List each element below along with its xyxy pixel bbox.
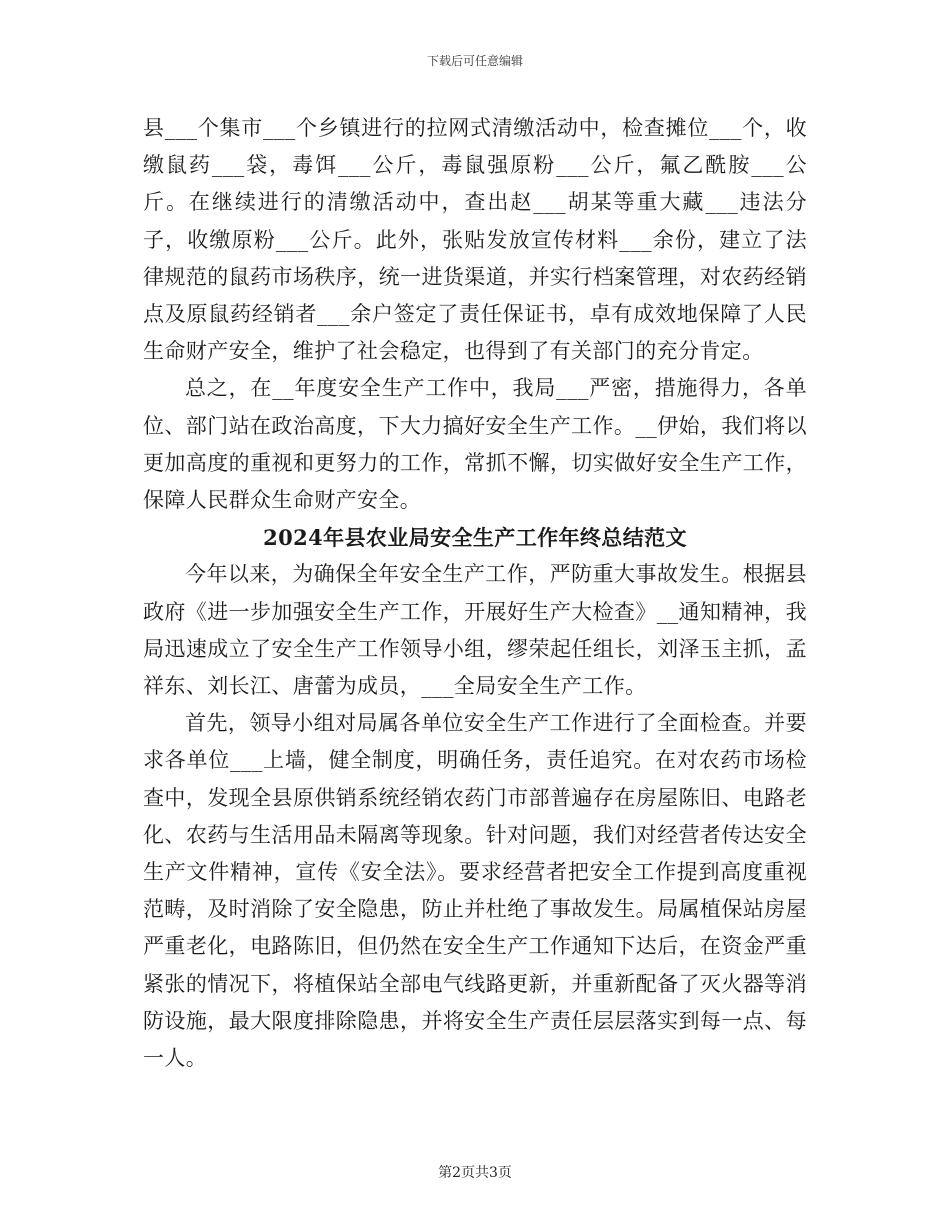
page-header-note: 下载后可任意编辑 <box>426 54 523 68</box>
paragraph-inspection: 首先，领导小组对局属各单位安全生产工作进行了全面检查。并要求各单位___上墙，健全制度，明确任务，责任追究。在对农药市场检查中，发现全县原供销系统经销农药门市部普遍存在房屋陈旧、电路老化、农药与生活用品未隔离等现象。针对问题，我们对经营者传达安全生产文件精神，宣传《安全法》。要求经营者把安全工作提到高度重视范畴，及时消除了安全隐患，防止并杜绝了事故发生。局属植保站房屋严重老化，电路陈旧，但仍然在安全生产工作通知下达后，在资金严重紧张的情况下，将植保站全部电气线路更新，并重新配备了灭火器等消防设施，最大限度排除隐患，并将安全生产责任层层落实到每一点、每一人。 <box>143 711 807 1071</box>
paragraph-continued: 县___个集市___个乡镇进行的拉网式清缴活动中，检查摊位___个，收缴鼠药___袋，毒饵___公斤，毒鼠强原粉___公斤，氟乙酰胺___公斤。在继续进行的清缴活动中，查出赵___胡某等重大藏___违法分子，收缴原粉___公斤。此外，张贴发放宣传材料___余份，建立了法律规范的鼠药市场秩序，统一进货渠道，并实行档案管理，对农药经销点及原鼠药经销者___余户签定了责任保证书，卓有成效地保障了人民生命财产安全，维护了社会稳定，也得到了有关部门的充分肯定。 <box>143 116 807 364</box>
paragraph-intro: 今年以来，为确保全年安全生产工作，严防重大事故发生。根据县政府《进一步加强安全生产工作，开展好生产大检查》__通知精神，我局迅速成立了安全生产工作领导小组，缪荣起任组长，刘泽玉主抓，孟祥东、刘长江、唐蕾为成员，___全局安全生产工作。 <box>143 562 807 699</box>
paragraph-summary: 总之，在__年度安全生产工作中，我局___严密，措施得力，各单位、部门站在政治高度，下大力搞好安全生产工作。__伊始，我们将以更加高度的重视和更努力的工作，常抓不懈，切实做好安全生产工作，保障人民群众生命财产安全。 <box>143 376 807 513</box>
page-number: 第2页共3页 <box>438 1165 512 1181</box>
section-title: 2024年县农业局安全生产工作年终总结范文 <box>263 525 687 551</box>
document-body <box>143 110 807 1077</box>
